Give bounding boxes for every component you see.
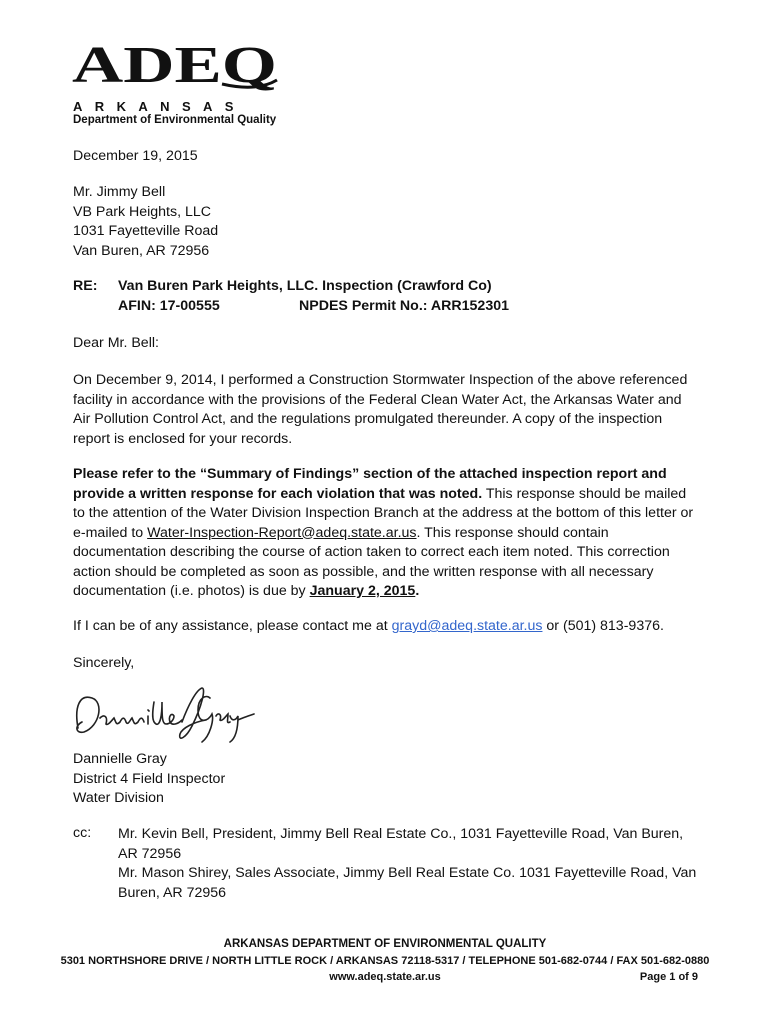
logo-wordmark: ADEQ (72, 40, 277, 94)
cc-label: cc: (73, 825, 92, 841)
findings-instruction: Please refer to the “Summary of Findings” section of the attached inspection report and provide a written response for each violation that was noted. (73, 466, 667, 502)
footer-agency-name: ARKANSAS DEPARTMENT OF ENVIRONMENTAL QUALITY (223, 938, 547, 950)
state-wordmark: ARKANSAS (73, 99, 246, 114)
body-paragraph-1: On December 9, 2014, I performed a Construction Stormwater Inspection of the above referenced facility in accordance with the provisions of the Federal Clean Water Act, the Arkansas Water and Air Pollution Control Act, and the regulations promulgated thereunder. A copy of the inspection report is enclosed for your records. (73, 372, 688, 447)
paragraph-text: or (501) 813-9376. (542, 618, 664, 634)
cc-entry: Mr. Kevin Bell, President, Jimmy Bell Real Estate Co., 1031 Fayetteville Road, Van Buren, AR 72956 (118, 826, 684, 862)
recipient-line: 1031 Fayetteville Road (73, 223, 219, 239)
due-date: January 2, 2015 (309, 583, 416, 599)
report-email-link[interactable]: Water-Inspection-Report@adeq.state.ar.us (147, 524, 417, 541)
recipient-line: Van Buren, AR 72956 (73, 242, 210, 259)
cc-entry: Mr. Mason Shirey, Sales Associate, Jimmy Bell Real Estate Co. 1031 Fayetteville Road, Van Buren, AR 72956 (118, 865, 697, 901)
salutation: Dear Mr. Bell: (73, 335, 159, 351)
body-paragraph-2 (73, 465, 698, 602)
recipient-line: VB Park Heights, LLC (73, 203, 211, 220)
closing: Sincerely, (73, 655, 135, 671)
body-paragraph-3 (73, 617, 698, 637)
signer-name: Dannielle Gray (73, 751, 167, 767)
signer-title: District 4 Field Inspector (73, 770, 226, 787)
paragraph-text: If I can be of any assistance, please contact me at (73, 618, 392, 634)
signer-division: Water Division (73, 790, 164, 806)
recipient-address (73, 183, 218, 261)
department-name: Department of Environmental Quality (73, 114, 277, 126)
adeq-logo (72, 40, 282, 98)
re-npdes: NPDES Permit No.: ARR152301 (299, 298, 509, 314)
footer-website: www.adeq.state.ar.us (329, 971, 441, 983)
re-subject: Van Buren Park Heights, LLC. Inspection (Crawford Co) (118, 278, 492, 294)
footer-address: 5301 NORTHSHORE DRIVE / NORTH LITTLE ROCK / ARKANSAS 72118-5317 / TELEPHONE 501-682-0744 / FAX 501-682-0880 (60, 955, 710, 967)
contact-email-link[interactable]: grayd@adeq.state.ar.us (391, 618, 543, 634)
paragraph-text: . This response should contain documentation describing the course of action taken to correct each item noted. This correction action should be completed as soon as possible, and the written response with all necessary documentation (i.e. photos) is due by (73, 524, 670, 599)
re-afin: AFIN: 17-00555 (118, 298, 220, 314)
letter-date: December 19, 2015 (73, 148, 198, 164)
re-label: RE: (73, 278, 98, 294)
paragraph-text: . (415, 583, 420, 599)
signer-block (73, 750, 225, 809)
page-number: Page 1 of 9 (639, 971, 698, 983)
handwritten-signature (70, 676, 255, 748)
recipient-line: Mr. Jimmy Bell (73, 184, 166, 200)
paragraph-text: This response should be mailed to the attention of the Water Division Inspection Branch at the address at the bottom of this letter or e-mailed to (73, 485, 694, 541)
cc-list (118, 825, 703, 903)
